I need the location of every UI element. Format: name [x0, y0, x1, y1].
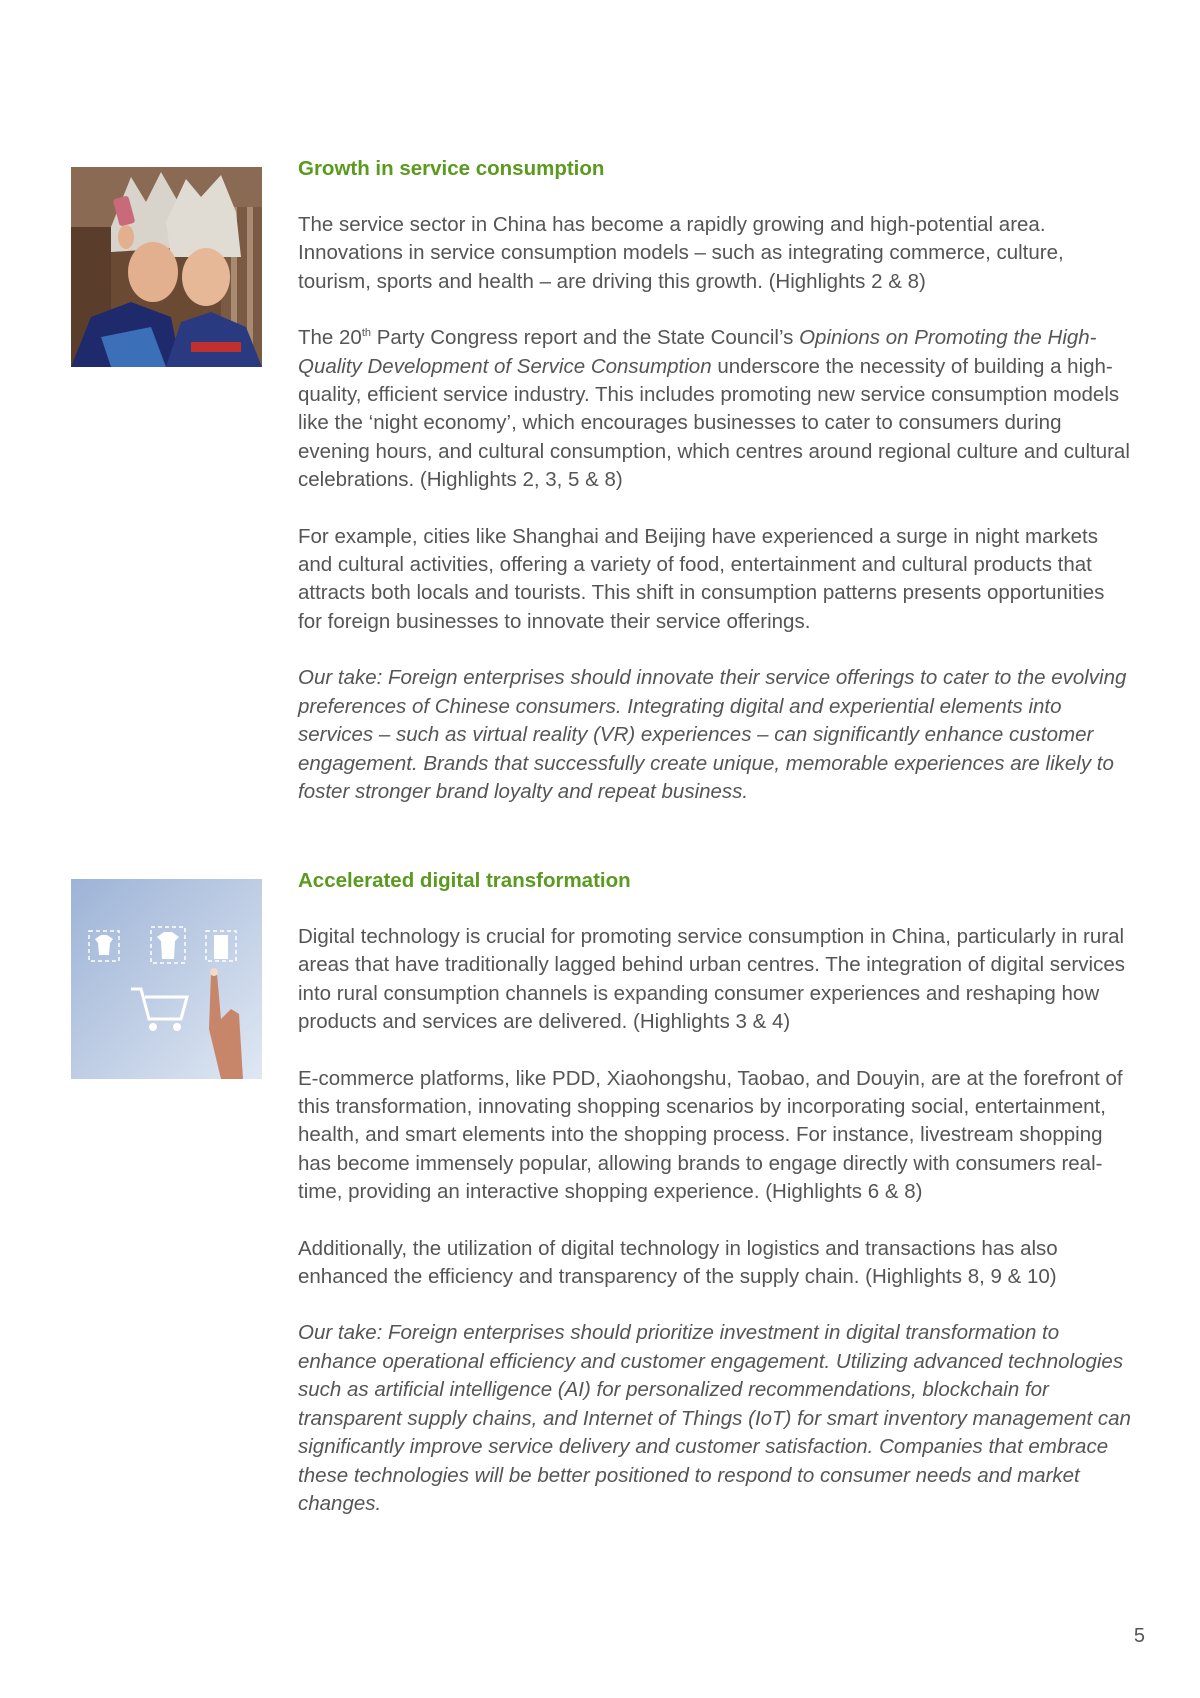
page-number: 5	[1133, 1625, 1145, 1647]
paragraph-text: The 20	[298, 326, 362, 350]
paragraph: The service sector in China has become a rapidly growing and high-potential area. Innovations in service consumption models – such as integrating commerce, culture, tourism, sports and health – are driving this growth. (Highlights 2 & 8)	[298, 213, 1064, 293]
section-title: Growth in service consumption	[298, 157, 605, 180]
paragraph-text: underscore the necessity of building a high-quality, efficient service industry. This includes promoting new service consumption models like the ‘night economy’, which encourages businesses to cater to consumers during evening hours, and cultural consumption, which centres around regional culture and cultural celebrations. (Highlights 2, 3, 5 & 8)	[298, 354, 1130, 492]
paragraph: E-commerce platforms, like PDD, Xiaohongshu, Taobao, and Douyin, are at the forefront of this transformation, innovating shopping scenarios by incorporating social, entertainment, health, and smart elements into the shopping process. For instance, livestream shopping has become immensely popular, allowing brands to engage directly with consumers real-time, providing an interactive shopping experience. (Highlights 6 & 8)	[298, 1066, 1123, 1204]
our-take: Our take: Foreign enterprises should prioritize investment in digital transformation to enhance operational efficiency and customer engagement. Utilizing advanced technologies such as artificial intelligence (AI) for personalized recommendations, blockchain for transparent supply chains, and Internet of Things (IoT) for smart inventory management can significantly improve service delivery and customer satisfaction. Companies that embrace these technologies will be better positioned to respond to consumer needs and market changes.	[298, 1321, 1131, 1515]
section-content	[298, 867, 1133, 1546]
paragraph: Additionally, the utilization of digital technology in logistics and transactions has also enhanced the efficiency and transparency of the supply chain. (Highlights 8, 9 & 10)	[298, 1236, 1058, 1289]
festival-selfie-photo	[71, 167, 262, 367]
superscript: th	[361, 327, 372, 340]
paragraph: Digital technology is crucial for promoting service consumption in China, particularly in rural areas that have traditionally lagged behind urban centres. The integration of digital services into rural consumption channels is expanding consumer experiences and reshaping how products and services are delivered. (Highlights 3 & 4)	[298, 925, 1125, 1034]
our-take: Our take: Foreign enterprises should innovate their service offerings to cater to the evolving preferences of Chinese consumers. Integrating digital and experiential elements into services – such as virtual reality (VR) experiences – can significantly enhance customer engagement. Brands that successfully create unique, memorable experiences are likely to foster stronger brand loyalty and repeat business.	[298, 666, 1127, 803]
paragraph	[298, 324, 1133, 494]
section-content	[298, 155, 1133, 834]
section-title: Accelerated digital transformation	[298, 869, 631, 892]
paragraph: For example, cities like Shanghai and Beijing have experienced a surge in night markets and cultural activities, offering a variety of food, entertainment and cultural products that attracts both locals and tourists. This shift in consumption patterns presents opportunities for foreign businesses to innovate their service offerings.	[298, 524, 1105, 633]
paragraph-text: Party Congress report and the State Council’s	[371, 326, 800, 350]
digital-shopping-photo	[71, 879, 262, 1079]
document-title: Opinions on Promoting the High-Quality Development of Service Consumption	[298, 326, 1097, 378]
